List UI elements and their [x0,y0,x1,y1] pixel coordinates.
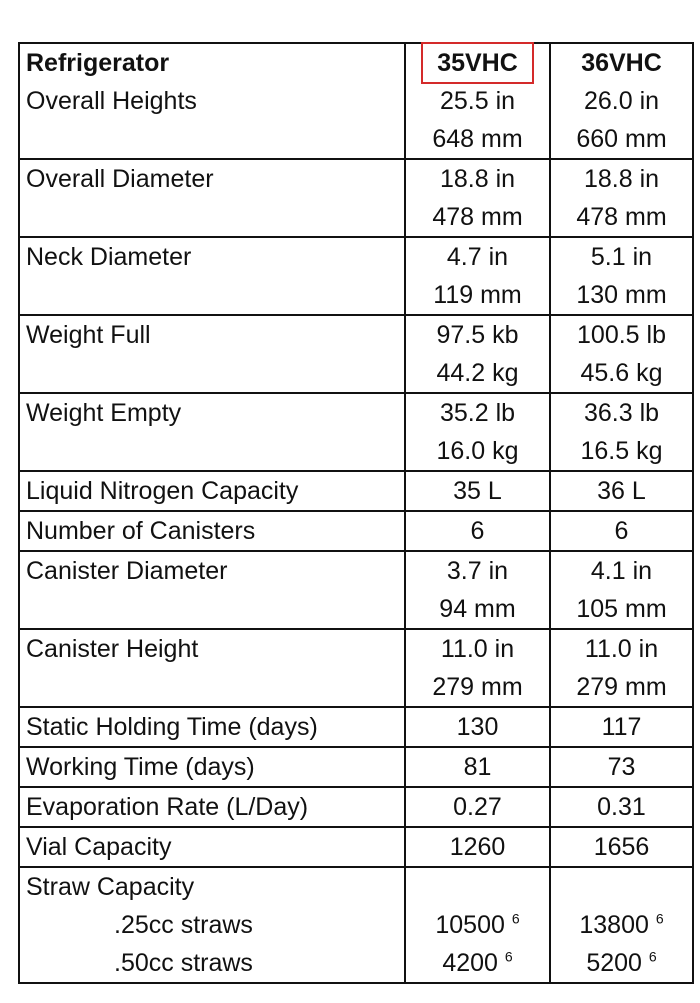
value-cell [405,827,550,867]
table-row [19,707,693,747]
value: 45.6 kg [580,359,663,387]
value: 11.0 in [584,635,659,663]
value: 73 [607,753,636,781]
table-row [19,827,693,867]
value-cell [405,43,550,159]
spec-table [18,42,694,984]
label-cell [19,551,405,629]
value: 0.31 [597,793,646,821]
row-label: Overall Heights [26,87,197,115]
label-cell [19,393,405,471]
table-row [19,159,693,237]
value: 18.8 in [583,165,660,193]
value: 1260 [449,833,506,861]
value: 478 mm [432,203,523,231]
table-row [19,43,693,159]
header-label: Refrigerator [26,49,170,77]
row-label: Vial Capacity [26,833,172,861]
value-cell [405,707,550,747]
value: 4.7 in [446,243,509,271]
label-cell [19,707,405,747]
value: 44.2 kg [436,359,519,387]
value-cell [550,747,693,787]
value: 36.3 lb [583,399,660,427]
table-row [19,787,693,827]
row-label: Canister Height [26,635,199,663]
value: 26.0 in [583,87,660,115]
straw-value-line [551,906,692,944]
value: 94 mm [439,595,516,623]
value: 11.0 in [440,635,515,663]
value: 105 mm [576,595,667,623]
straw-type-label: .25cc straws [114,911,253,939]
row-label: Evaporation Rate (L/Day) [26,793,309,821]
footnote-marker: 6 [648,948,657,965]
label-cell [19,827,405,867]
model-36vhc-heading: 36VHC [581,49,662,77]
value-cell [405,867,550,983]
value-cell [550,511,693,551]
value: 130 mm [576,281,667,309]
value: 10500 [435,911,505,939]
value-cell [550,551,693,629]
value-cell [550,629,693,707]
table-row [19,237,693,315]
row-label: Overall Diameter [26,165,214,193]
row-label: Straw Capacity [26,873,195,901]
value: 130 [456,713,499,741]
label-cell [19,511,405,551]
value-cell [405,471,550,511]
row-label: Neck Diameter [26,243,192,271]
value-cell [550,315,693,393]
value: 119 mm [433,281,522,309]
straw-type-label: .50cc straws [114,949,253,977]
value-cell [550,707,693,747]
label-cell [19,747,405,787]
row-label: Liquid Nitrogen Capacity [26,477,299,505]
value: 279 mm [432,673,523,701]
value: 4.1 in [590,557,653,585]
footnote-marker: 6 [504,948,513,965]
value: 3.7 in [446,557,509,585]
value: 16.0 kg [436,437,519,465]
value-cell [550,787,693,827]
label-cell [19,159,405,237]
label-cell [19,867,405,983]
value-cell [550,827,693,867]
table-row [19,551,693,629]
row-label: Number of Canisters [26,517,256,545]
value-cell [405,629,550,707]
value: 648 mm [432,125,523,153]
value: 478 mm [576,203,667,231]
table-row [19,471,693,511]
value: 25.5 in [439,87,516,115]
label-cell [19,237,405,315]
row-label: Working Time (days) [26,753,255,781]
label-cell [19,629,405,707]
value-cell [405,511,550,551]
table-row [19,315,693,393]
value-cell [550,159,693,237]
value-cell [405,393,550,471]
table-row [19,511,693,551]
table-row [19,629,693,707]
table-row [19,867,693,983]
table-row [19,747,693,787]
value-cell [405,747,550,787]
row-label: Static Holding Time (days) [26,713,318,741]
value: 35 L [453,477,502,505]
value-cell [405,551,550,629]
row-label: Weight Full [26,321,151,349]
value-cell [550,393,693,471]
label-cell [19,471,405,511]
label-cell [19,315,405,393]
value-cell [550,237,693,315]
value: 660 mm [576,125,667,153]
value: 279 mm [576,673,667,701]
value-cell [405,787,550,827]
value: 36 L [597,477,646,505]
value: 1656 [593,833,650,861]
value-cell [405,159,550,237]
row-label: Weight Empty [26,399,182,427]
value-cell [550,471,693,511]
value: 117 [601,713,642,741]
straw-value-line [406,906,549,944]
value: 100.5 lb [577,321,666,349]
value: 16.5 kg [580,437,663,465]
value: 5200 [586,949,642,977]
footnote-marker: 6 [511,910,520,927]
value-cell [550,43,693,159]
spacer [551,868,692,906]
table-row [19,393,693,471]
value: 81 [463,753,492,781]
value: 0.27 [453,793,502,821]
label-cell [19,43,405,159]
straw-value-line [406,944,549,982]
label-cell [19,787,405,827]
model-35vhc-heading: 35VHC [423,44,532,82]
value: 18.8 in [439,165,516,193]
value: 6 [614,517,629,545]
value-cell [405,237,550,315]
row-label: Canister Diameter [26,557,228,585]
value: 13800 [579,911,649,939]
value: 4200 [442,949,498,977]
spacer [406,868,549,906]
value: 35.2 lb [439,399,516,427]
straw-value-line [551,944,692,982]
footnote-marker: 6 [655,910,664,927]
value: 6 [470,517,485,545]
value: 97.5 kb [436,321,519,349]
value-cell [550,867,693,983]
value: 5.1 in [590,243,653,271]
value-cell [405,315,550,393]
